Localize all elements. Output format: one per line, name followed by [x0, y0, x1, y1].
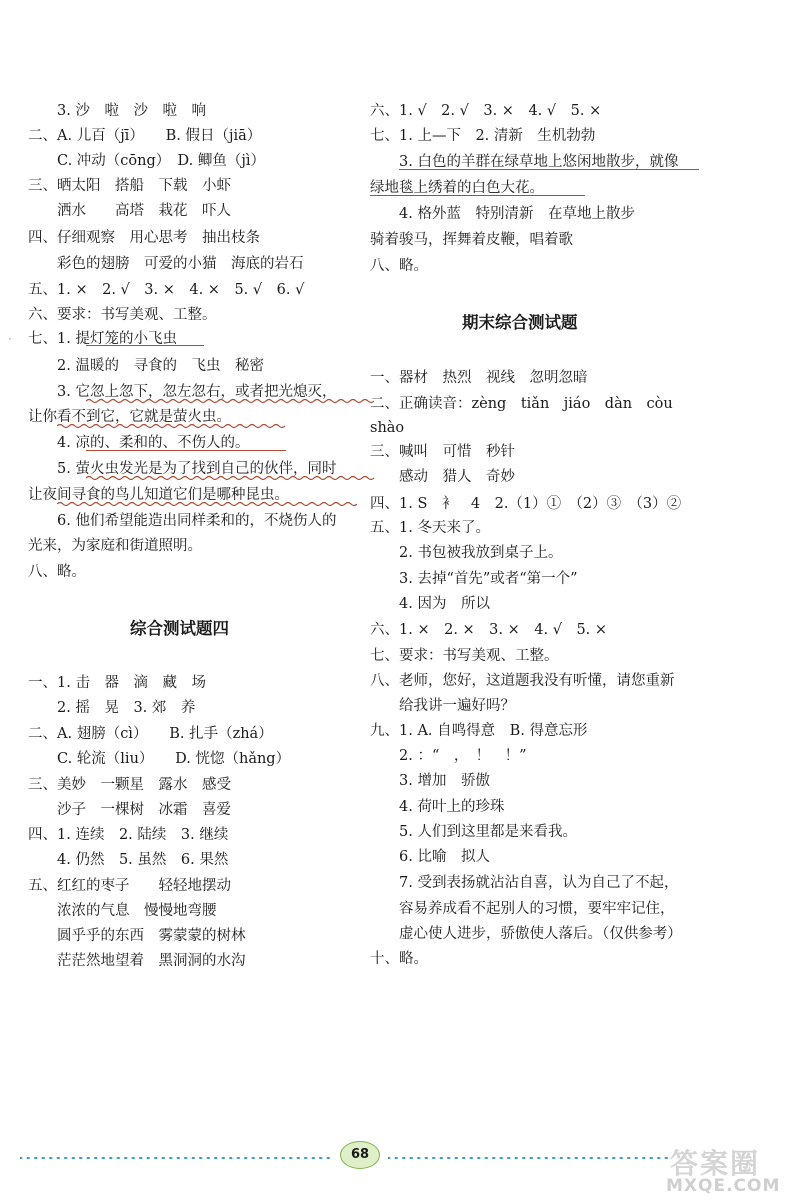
answer-wavy-underline: [57, 423, 287, 429]
right-section-line-11: 六、1. × 2. × 3. × 4. √ 5. ×: [370, 622, 608, 638]
left-line-12: 3. 它忽上忽下，忽左忽右，或者把光熄灭，: [57, 384, 337, 400]
left-line-8: 五、1. × 2. √ 3. × 4. × 5. √ 6. √: [28, 282, 305, 298]
section-title-test-four: 综合测试题四: [130, 619, 229, 638]
right-line-7: 八、略。: [370, 258, 428, 274]
left-line-11: 2. 温暖的 寻食的 飞虫 秘密: [57, 358, 264, 374]
left-section-line-7: 四、1. 连续 2. 陆续 3. 继续: [28, 827, 229, 843]
right-section-line-2: 二、正确读音：zèng tiǎn jiáo dàn còu: [370, 396, 673, 412]
left-line-3: C. 冲动（cōng） D. 鲫鱼（jì）: [57, 153, 265, 169]
right-section-line-5: 感动 猎人 奇妙: [399, 469, 515, 485]
left-section-line-1: 一、1. 击 器 滴 藏 场: [28, 675, 206, 691]
right-section-line-6: 四、1. S 衤 4 2.（1）① （2）③ （3）②: [370, 496, 682, 512]
section-title-final-test: 期末综合测试题: [462, 313, 578, 332]
right-section-line-4: 三、喊叫 可惜 秒针: [370, 444, 515, 460]
left-line-10: 七、1. 提灯笼的小飞虫: [28, 331, 177, 347]
margin-mark: ·: [8, 332, 12, 346]
left-section-line-4: C. 轮流（liu） D. 恍惚（hǎng）: [57, 751, 291, 767]
right-line-1: 六、1. √ 2. √ 3. × 4. √ 5. ×: [370, 103, 602, 119]
left-line-18: 光来，为家庭和街道照明。: [28, 538, 202, 554]
right-section-line-15: 九、1. A. 自鸣得意 B. 得意忘形: [370, 723, 588, 739]
left-line-16: 让夜间寻食的鸟儿知道它们是哪种昆虫。: [28, 487, 289, 503]
left-section-line-12: 茫茫然地望着 黑洞洞的水沟: [57, 953, 246, 969]
left-line-15: 5. 萤火虫发光是为了找到自己的伙伴，同时: [57, 461, 337, 477]
left-line-19: 八、略。: [28, 564, 86, 580]
answer-underline: [370, 195, 585, 196]
left-line-1: 3. 沙 啦 沙 啦 响: [57, 103, 206, 119]
right-section-line-13: 八、老师，您好，这道题我没有听懂，请您重新: [370, 673, 675, 689]
answer-wavy-underline: [86, 398, 376, 404]
left-line-4: 三、晒太阳 搭船 下载 小虾: [28, 178, 231, 194]
answer-wavy-underline: [86, 475, 376, 481]
left-section-line-6: 沙子 一棵树 冰霜 喜爱: [57, 802, 231, 818]
footer-dotted-rule-left: [20, 1153, 330, 1163]
left-section-line-9: 五、红红的枣子 轻轻地摆动: [28, 878, 231, 894]
right-line-3: 3. 白色的羊群在绿草地上悠闲地散步，就像: [399, 154, 679, 170]
right-section-line-18: 4. 荷叶上的珍珠: [399, 799, 505, 815]
watermark-url: MXQE.COM: [666, 1176, 781, 1196]
right-section-line-9: 3. 去掉“首先”或者“第一个”: [399, 571, 578, 587]
left-line-13: 让你看不到它，它就是萤火虫。: [28, 409, 231, 425]
answer-wavy-underline: [57, 501, 357, 507]
left-line-17: 6. 他们希望能造出同样柔和的，不烧伤人的: [57, 513, 337, 529]
left-line-9: 六、要求：书写美观、工整。: [28, 307, 217, 323]
left-section-line-11: 圆乎乎的东西 雾蒙蒙的树林: [57, 928, 246, 944]
left-section-line-8: 4. 仍然 5. 虽然 6. 果然: [57, 852, 229, 868]
left-section-line-3: 二、A. 翅膀（cì） B. 扎手（zhá）: [28, 726, 273, 742]
right-line-4: 绿地毯上绣着的白色大花。: [370, 180, 544, 196]
left-section-line-10: 浓浓的气息 慢慢地弯腰: [57, 903, 217, 919]
right-section-line-16: 2. ：“ ， ！ ！”: [399, 748, 527, 764]
right-section-line-12: 七、要求：书写美观、工整。: [370, 648, 559, 664]
footer-dotted-rule-right: [388, 1153, 668, 1163]
left-line-5: 洒水 高塔 栽花 吓人: [57, 203, 231, 219]
right-section-line-17: 3. 增加 骄傲: [399, 773, 490, 789]
right-section-line-21: 7. 受到表扬就沾沾自喜，认为自己了不起，: [399, 875, 679, 891]
left-line-7: 彩色的翅膀 可爱的小猫 海底的岩石: [57, 256, 304, 272]
right-section-line-3: shào: [370, 420, 405, 436]
right-section-line-10: 4. 因为 所以: [399, 596, 490, 612]
answer-underline: [86, 345, 204, 346]
left-line-2: 二、A. 儿百（jī） B. 假日（jiā）: [28, 128, 262, 144]
page-number: 68: [340, 1141, 380, 1169]
right-section-line-7: 五、1. 冬天来了。: [370, 520, 490, 536]
right-section-line-19: 5. 人们到这里都是来看我。: [399, 824, 577, 840]
right-section-line-14: 给我讲一遍好吗？: [399, 698, 515, 714]
watermark-logo: [662, 1140, 794, 1198]
watermark-text: 答案圈: [670, 1147, 761, 1180]
right-section-line-24: 十、略。: [370, 951, 428, 967]
right-line-5: 4. 格外蓝 特别清新 在草地上散步: [399, 206, 635, 222]
right-line-2: 七、1. 上—下 2. 清新 生机勃勃: [370, 128, 596, 144]
left-section-line-2: 2. 摇 晃 3. 郊 养: [57, 700, 196, 716]
left-section-line-5: 三、美妙 一颗星 露水 感受: [28, 777, 231, 793]
right-section-line-1: 一、器材 热烈 视线 忽明忽暗: [370, 370, 588, 386]
right-section-line-23: 虚心使人进步，骄傲使人落后。（仅供参考）: [399, 926, 682, 942]
right-section-line-8: 2. 书包被我放到桌子上。: [399, 545, 563, 561]
left-line-14: 4. 凉的、柔和的、不伤人的。: [57, 435, 250, 451]
left-line-6: 四、仔细观察 用心思考 抽出枝条: [28, 230, 260, 246]
answer-underline: [86, 450, 286, 451]
answer-underline: [399, 169, 699, 170]
right-section-line-20: 6. 比喻 拟人: [399, 849, 490, 865]
right-section-line-22: 容易养成看不起别人的习惯，要牢牢记住，: [399, 901, 675, 917]
right-line-6: 骑着骏马，挥舞着皮鞭，唱着歌: [370, 232, 573, 248]
